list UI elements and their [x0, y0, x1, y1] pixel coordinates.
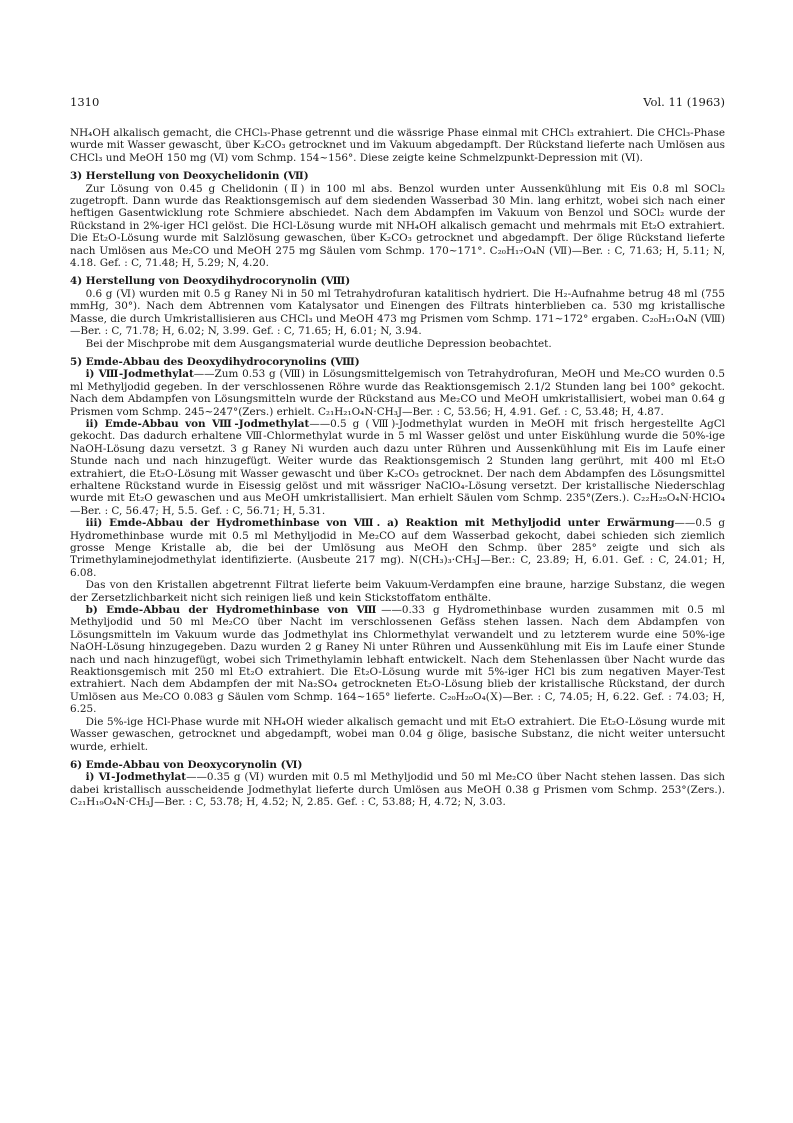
article-body [70, 127, 725, 809]
subsection-label: b) Emde-Abbau der Hydromethinbase von Ⅷ [85, 604, 382, 617]
page-header [70, 95, 725, 115]
paragraph-text: ——Zum 0.53 g (Ⅷ) in Lösungsmittelgemisch von Tetrahydrofuran, MeOH und Me₂CO wurden 0.5 ml Methyljodid gegeben. In der verschlossenen Röhre wurde das Reaktionsgemisch 2.1/2 Stunden lang bei 100° gekocht. Nach dem Abdampfen von Lösungsmitteln wurde der Rückstand aus Me₂CO und MeOH umkristallisiert, wobei man 0.64 g Prismen vom Schmp. 245~247°(Zers.) erhielt. C₂₁H₂₁O₄N·CH₃J—Ber. : C, 53.56; H, 4.91. Gef. : C, 53.48; H, 4.87. [70, 368, 726, 418]
subsection-label: ii) Emde-Abbau von Ⅷ-Jodmethylat [85, 417, 310, 430]
paragraph-text: ——0.33 g Hydromethinbase wurden zusammen mit 0.5 ml Methyljodid und 50 ml Me₂CO über Nacht im verschlossenen Gefäss stehen lassen. Nach dem Abdampfen von Lösungsmitteln im Vakuum wurde das Jodmethylat ins Chlormethylat verwandelt und zu letzterem wurde eine 50%-ige NaOH-Lösung hinzugegeben. Dazu wurden 2 g Raney Ni unter Rühren und Aussenkühlung mit Eis im Laufe einer Stunde nach und nach hinzugefügt, wobei sich Trimethylamin lebhaft entwickelt. Nach dem Stehenlassen über Nacht wurde das Reaktionsgemisch mit 250 ml Et₂O extrahiert. Die Et₂O-Lösung wurde mit 5%-iger HCl bis zum negativen Mayer-Test extrahiert. Nach dem Abdampfen der mit Na₂SO₄ getrockneten Et₂O-Lösung blieb der kristallische Rückstand, der durch Umlösen aus Me₂CO 0.083 g Säulen vom Schmp. 164~165° lieferte. C₂₀H₂₀O₄(Ⅹ)—Ber. : C, 74.05; H, 6.22. Gef. : 74.03; H, 6.25. [70, 604, 726, 716]
paragraph [70, 604, 725, 716]
paragraph: NH₄OH alkalisch gemacht, die CHCl₃-Phase getrennt und die wässrige Phase einmal mit CHCl₃ extrahiert. Die CHCl₃-Phase wurde mit Wasser gewascht, über K₂CO₃ getrocknet und im Vakuum abgedampft. Der Rückstand lieferte nach Umlösen aus CHCl₃ und MeOH 150 mg (Ⅵ) vom Schmp. 154~156°. Diese zeigte keine Schmelzpunkt-Depression mit (Ⅵ). [70, 127, 725, 164]
paragraph-text: ——0.5 g (Ⅷ)-Jodmethylat wurden in MeOH mit frisch hergestellte AgCl gekocht. Das dadurch erhaltene Ⅷ-Chlormethylat wurde in 5 ml Wasser gelöst und unter Eiskühlung wurde die 50%-ige NaOH-Lösung dazu versetzt. 3 g Raney Ni wurden auch dazu unter Rühren und Aussenkühlung mit Eis im Laufe einer Stunde nach und nach hinzugefügt. Weiter wurde das Reaktionsgemisch 2 Stunden lang gerührt, mit 400 ml Et₂O extrahiert, die Et₂O-Lösung mit Wasser gewascht und über K₂CO₃ getrocknet. Der nach dem Abdampfen des Lösungsmittel erhaltene Rückstand wurde in Eisessig gelöst und mit wässriger NaClO₄-Lösung versetzt. Der kristallische Niederschlag wurde mit Et₂O gewaschen und aus MeOH umkristallisiert. Man erhielt Säulen vom Schmp. 235°(Zers.). C₂₂H₂₅O₄N·HClO₄—Ber. : C, 56.47; H, 5.5. Gef. : C, 56.71; H, 5.31. [70, 417, 725, 517]
subsection-label: i) Ⅵ-Jodmethylat [85, 771, 187, 784]
page-number: 1310 [70, 95, 100, 109]
paragraph [70, 771, 725, 808]
journal-volume: Vol. 11 (1963) [643, 95, 725, 109]
paragraph: Zur Lösung von 0.45 g Chelidonin (Ⅱ) in 100 ml abs. Benzol wurden unter Aussenkühlung mit Eis 0.8 ml SOCl₂ zugetropft. Dann wurde das Reaktionsgemisch auf dem siedenden Wasserbad 30 Min. lang erhitzt, wobei sich nach einer heftigen Gasentwicklung rote Schmiere abschiedet. Nach dem Abdampfen im Vakuum von Benzol und SOCl₂ wurde der Rückstand in 2%-iger HCl gelöst. Die HCl-Lösung wurde mit NH₄OH alkalisch gemacht und mehrmals mit Et₂O extrahiert. Die Et₂O-Lösung wurde mit Salzlösung gewaschen, über K₂CO₃ getrocknet und abgedampft. Der ölige Rückstand lieferte nach Umlösen aus Me₂CO und MeOH 275 mg Säulen vom Schmp. 170~171°. C₂₀H₁₇O₄N (Ⅶ)—Ber. : C, 71.63; H, 5.11; N, 4.18. Gef. : C, 71.48; H, 5.29; N, 4.20. [70, 182, 725, 270]
subsection-label: iii) Emde-Abbau der Hydromethinbase von Ⅷ. a) Reaktion mit Methyljodid unter Erwärmung [85, 517, 675, 530]
section-heading: 3) Herstellung von Deoxychelidonin (Ⅶ) [70, 170, 309, 183]
paragraph: 0.6 g (Ⅵ) wurden mit 0.5 g Raney Ni in 50 ml Tetrahydrofuran katalitisch hydriert. Die H₂-Aufnahme betrug 48 ml (755 mmHg, 30°). Nach dem Abtrennen vom Katalysator und Einengen des Filtrats hinterblieben ca. 530 mg kristallische Masse, die durch Umkristallisieren aus CHCl₃ und MeOH 473 mg Prismen vom Schmp. 171~172° ergaben. C₂₀H₂₁O₄N (Ⅷ)—Ber. : C, 71.78; H, 6.02; N, 3.99. Gef. : C, 71.65; H, 6.01; N, 3.94. [70, 287, 725, 338]
paragraph: Die 5%-ige HCl-Phase wurde mit NH₄OH wieder alkalisch gemacht und mit Et₂O extrahiert. Die Et₂O-Lösung wurde mit Wasser gewaschen, getrocknet und abgedampft, wobei man 0.04 g ölige, basische Substanz, die nicht weiter untersucht wurde, erhielt. [70, 715, 725, 753]
paragraph [70, 368, 725, 418]
paragraph-text: ——0.5 g Hydromethinbase wurde mit 0.5 ml Methyljodid in Me₂CO auf dem Wasserbad gekocht, dabei schieden sich ziemlich grosse Menge Kristalle ab, die bei der Umlösung aus MeOH den Schmp. über 285° zeigte und sich als Trimethylaminejodmethylat identifizierte. (Ausbeute 217 mg). N(CH₃)₃·CH₃J—Ber.: C, 23.89; H, 6.01. Gef. : C, 24.01; H, 6.08. [70, 517, 725, 579]
paragraph [70, 418, 725, 517]
paragraph: Bei der Mischprobe mit dem Ausgangsmaterial wurde deutliche Depression beobachtet. [85, 337, 552, 350]
subsection-label: i) Ⅷ-Jodmethylat [85, 368, 194, 381]
section-heading: 6) Emde-Abbau von Deoxycorynolin (Ⅵ) [70, 758, 303, 771]
page [70, 95, 725, 809]
section-heading: 5) Emde-Abbau des Deoxydihydrocorynolins (Ⅷ) [70, 355, 360, 368]
paragraph [70, 517, 725, 579]
paragraph-text: ——0.35 g (Ⅵ) wurden mit 0.5 ml Methyljodid und 50 ml Me₂CO über Nacht stehen lassen. Das sich dabei kristallisch ausscheidende Jodmethylat lieferte durch Umlösen aus MeOH 0.38 g Prismen vom Schmp. 253°(Zers.). C₂₁H₁₉O₄N·CH₃J—Ber. : C, 53.78; H, 4.52; N, 2.85. Gef. : C, 53.88; H, 4.72; N, 3.03. [70, 771, 725, 809]
section-heading: 4) Herstellung von Deoxydihydrocorynolin (Ⅷ) [70, 275, 351, 288]
paragraph: Das von den Kristallen abgetrennt Filtrat lieferte beim Vakuum-Verdampfen eine braune, harzige Substanz, die wegen der Zersetzlichbarkeit nicht sich reinigen ließ und kein Stickstoffatom enthälte. [70, 579, 725, 604]
